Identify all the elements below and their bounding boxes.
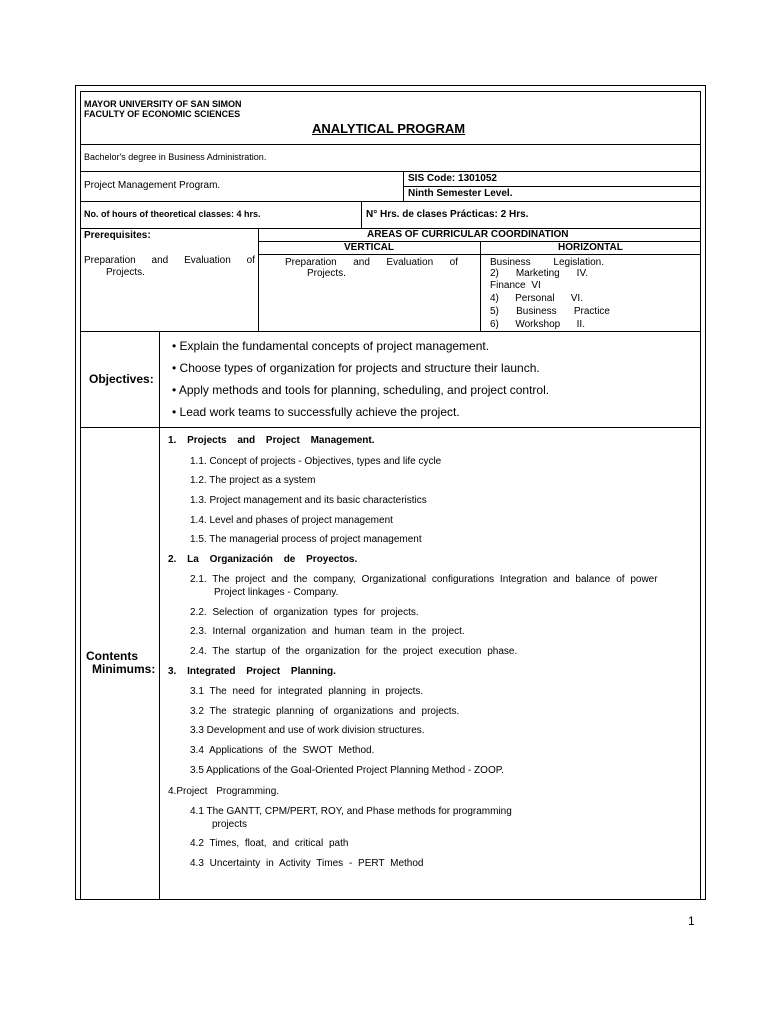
program-name: Project Management Program.	[84, 180, 221, 191]
col-labels	[159, 331, 160, 899]
coordination-label: AREAS OF CURRICULAR COORDINATION	[367, 229, 569, 240]
horizontal-item: 6) Workshop II.	[490, 319, 585, 330]
content-item: 2.4. The startup of the organization for the project execution phase.	[190, 646, 518, 657]
semester-level: Ninth Semester Level.	[408, 188, 513, 199]
content-item: 1.4. Level and phases of project management	[190, 515, 393, 526]
col-sis	[403, 171, 404, 201]
col-vertical	[480, 241, 481, 331]
content-item: 3.3 Development and use of work division structures.	[190, 725, 425, 736]
objective-item: • Explain the fundamental concepts of project management.	[172, 339, 490, 353]
content-item: 3.1 The need for integrated planning in projects.	[190, 686, 424, 697]
rule-sis	[403, 186, 701, 187]
sis-code: SIS Code: 1301052	[408, 173, 497, 184]
rule-objectives	[80, 427, 701, 428]
rule-header	[80, 144, 701, 145]
prerequisites-text-2: Projects.	[106, 267, 145, 278]
contents-label: Contents	[86, 649, 138, 663]
vertical-text-2: Projects.	[307, 268, 346, 279]
content-item: 1.2. The project as a system	[190, 475, 316, 486]
horizontal-item: Business Legislation.	[490, 257, 604, 268]
degree-text: Bachelor's degree in Business Administration.	[84, 152, 267, 162]
horizontal-item: 5) Business Practice	[490, 306, 610, 317]
content-unit-title: 3. Integrated Project Planning.	[168, 666, 336, 677]
content-item: projects	[212, 819, 248, 830]
horizontal-item: 2) Marketing IV.	[490, 268, 588, 279]
prerequisites-text: Preparation and Evaluation of	[84, 255, 255, 266]
content-item: 2.2. Selection of organization types for projects.	[190, 607, 419, 618]
contents-label-2: Minimums:	[92, 662, 156, 676]
page-number: 1	[688, 914, 695, 928]
university-name: MAYOR UNIVERSITY OF SAN SIMON	[84, 99, 242, 109]
content-unit-title: 4.Project Programming.	[168, 786, 280, 797]
content-item: 2.3. Internal organization and human team in the project.	[190, 626, 465, 637]
content-unit-title: 2. La Organización de Proyectos.	[168, 554, 358, 565]
content-item: 2.1. The project and the company, Organizational configurations Integration and balance of power	[190, 574, 658, 585]
content-item: 3.2 The strategic planning of organizations and projects.	[190, 706, 460, 717]
horizontal-item: Finance VI	[490, 280, 541, 291]
horizontal-item: 4) Personal VI.	[490, 293, 583, 304]
objective-item: • Lead work teams to successfully achieve the project.	[172, 405, 460, 419]
content-item: 1.5. The managerial process of project management	[190, 534, 422, 545]
objective-item: • Apply methods and tools for planning, scheduling, and project control.	[172, 383, 550, 397]
content-item: 1.3. Project management and its basic characteristics	[190, 495, 427, 506]
content-item: 3.5 Applications of the Goal-Oriented Project Planning Method - ZOOP.	[190, 765, 504, 776]
rule-prereq	[80, 331, 701, 332]
col-prereq	[258, 228, 259, 331]
rule-degree	[80, 171, 701, 172]
content-item: 4.1 The GANTT, CPM/PERT, ROY, and Phase methods for programming	[190, 806, 512, 817]
col-hours	[361, 201, 362, 228]
content-unit-title: 1. Projects and Project Management.	[168, 435, 375, 446]
vertical-label: VERTICAL	[344, 242, 394, 253]
practical-hours: N° Hrs. de clases Prácticas: 2 Hrs.	[366, 209, 529, 220]
rule-program	[80, 201, 701, 202]
content-item: 3.4 Applications of the SWOT Method.	[190, 745, 375, 756]
horizontal-label: HORIZONTAL	[558, 242, 623, 253]
content-item: Project linkages - Company.	[214, 587, 339, 598]
content-item: 4.2 Times, float, and critical path	[190, 838, 349, 849]
prerequisites-label: Prerequisites:	[84, 230, 151, 241]
objectives-label: Objectives:	[89, 372, 154, 386]
objective-item: • Choose types of organization for projects and structure their launch.	[172, 361, 540, 375]
page-title: ANALYTICAL PROGRAM	[312, 121, 466, 136]
faculty-name: FACULTY OF ECONOMIC SCIENCES	[84, 109, 241, 119]
theoretical-hours: No. of hours of theoretical classes: 4 hrs.	[84, 209, 261, 219]
content-item: 1.1. Concept of projects - Objectives, types and life cycle	[190, 456, 442, 467]
content-item: 4.3 Uncertainty in Activity Times - PERT Method	[190, 858, 424, 869]
vertical-text: Preparation and Evaluation of	[285, 257, 458, 268]
